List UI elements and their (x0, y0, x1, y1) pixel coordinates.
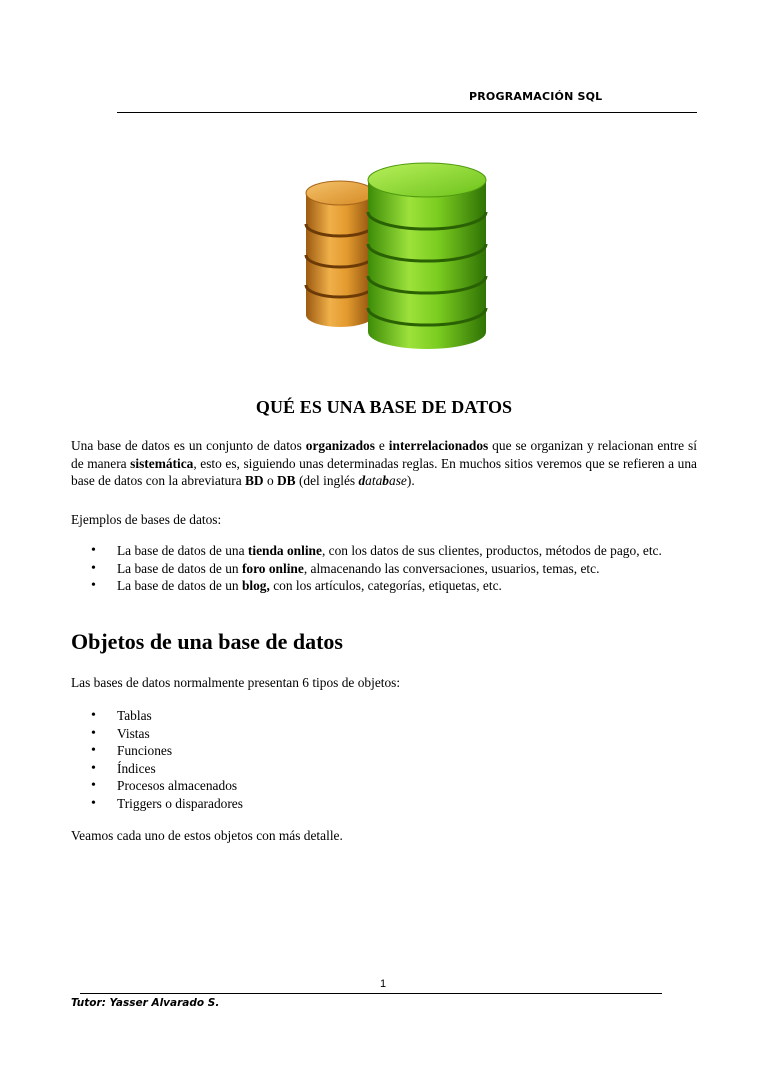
example-text: La base de datos de una (117, 543, 248, 558)
example-text: , con los datos de sus clientes, productos, métodos de pago, etc. (321, 543, 662, 558)
footer-author: Tutor: Yasser Alvarado S. (71, 997, 220, 1009)
list-item: • Vistas (71, 725, 697, 743)
objects-list (71, 707, 697, 812)
list-item: • Triggers o disparadores (71, 795, 697, 813)
header-title: PROGRAMACIÓN SQL (469, 90, 603, 103)
database-illustration (290, 160, 500, 355)
list-item: • Tablas (71, 707, 697, 725)
example-text: La base de datos de un (117, 560, 242, 576)
intro-bold-sistematica: sistemática (130, 455, 194, 471)
orange-cylinder (306, 181, 374, 327)
examples-intro: Ejemplos de bases de datos: (71, 512, 222, 527)
example-bold: foro online (241, 560, 304, 576)
footer-rule (80, 993, 662, 994)
closing-paragraph: Veamos cada uno de estos objetos con más detalle. (71, 828, 343, 843)
example-text: con los artículos, categorías, etiquetas, etc. (269, 578, 502, 593)
intro-database-b: b (382, 473, 389, 488)
list-item (71, 542, 697, 560)
intro-text: Una base de datos es un conjunto de datos (71, 438, 306, 453)
intro-text: , esto es, siguiendo unas determinadas reglas. En muchos sitios veremos que se refieren a una base de datos con la abreviatura (71, 455, 697, 488)
green-cylinder (368, 163, 486, 349)
intro-text: que se organizan y relacionan entre sí de manera (71, 438, 697, 471)
page-title: QUÉ ES UNA BASE DE DATOS (255, 397, 513, 417)
intro-database-d: d (358, 473, 366, 488)
intro-bold-bd: BD (245, 473, 264, 488)
intro-paragraph (71, 437, 697, 490)
intro-text: (del inglés (295, 473, 359, 488)
list-item (71, 577, 697, 595)
intro-text: ). (406, 473, 415, 488)
list-item: • Funciones (71, 742, 697, 760)
intro-text: o (263, 473, 277, 488)
header-rule (117, 112, 697, 113)
list-item: • Índices (71, 760, 697, 778)
intro-bold-interrelacionados: interrelacionados (388, 438, 489, 453)
intro-database-ata: ata (365, 473, 383, 488)
intro-database-ase: ase (389, 473, 407, 488)
intro-text: e (374, 438, 389, 453)
example-text: La base de datos de un (117, 578, 242, 593)
example-bold: tienda online (247, 543, 322, 558)
page-number: 1 (380, 978, 387, 990)
intro-bold-organizados: organizados (305, 438, 375, 453)
list-item: • Procesos almacenados (71, 777, 697, 795)
examples-list (71, 542, 697, 595)
intro-bold-db: DB (277, 473, 296, 488)
list-item (71, 560, 697, 578)
example-text: , almacenando las conversaciones, usuarios, temas, etc. (303, 560, 600, 576)
example-bold: blog, (241, 578, 270, 593)
section-heading: Objetos de una base de datos (71, 629, 343, 654)
objects-intro: Las bases de datos normalmente presentan 6 tipos de objetos: (71, 675, 401, 690)
